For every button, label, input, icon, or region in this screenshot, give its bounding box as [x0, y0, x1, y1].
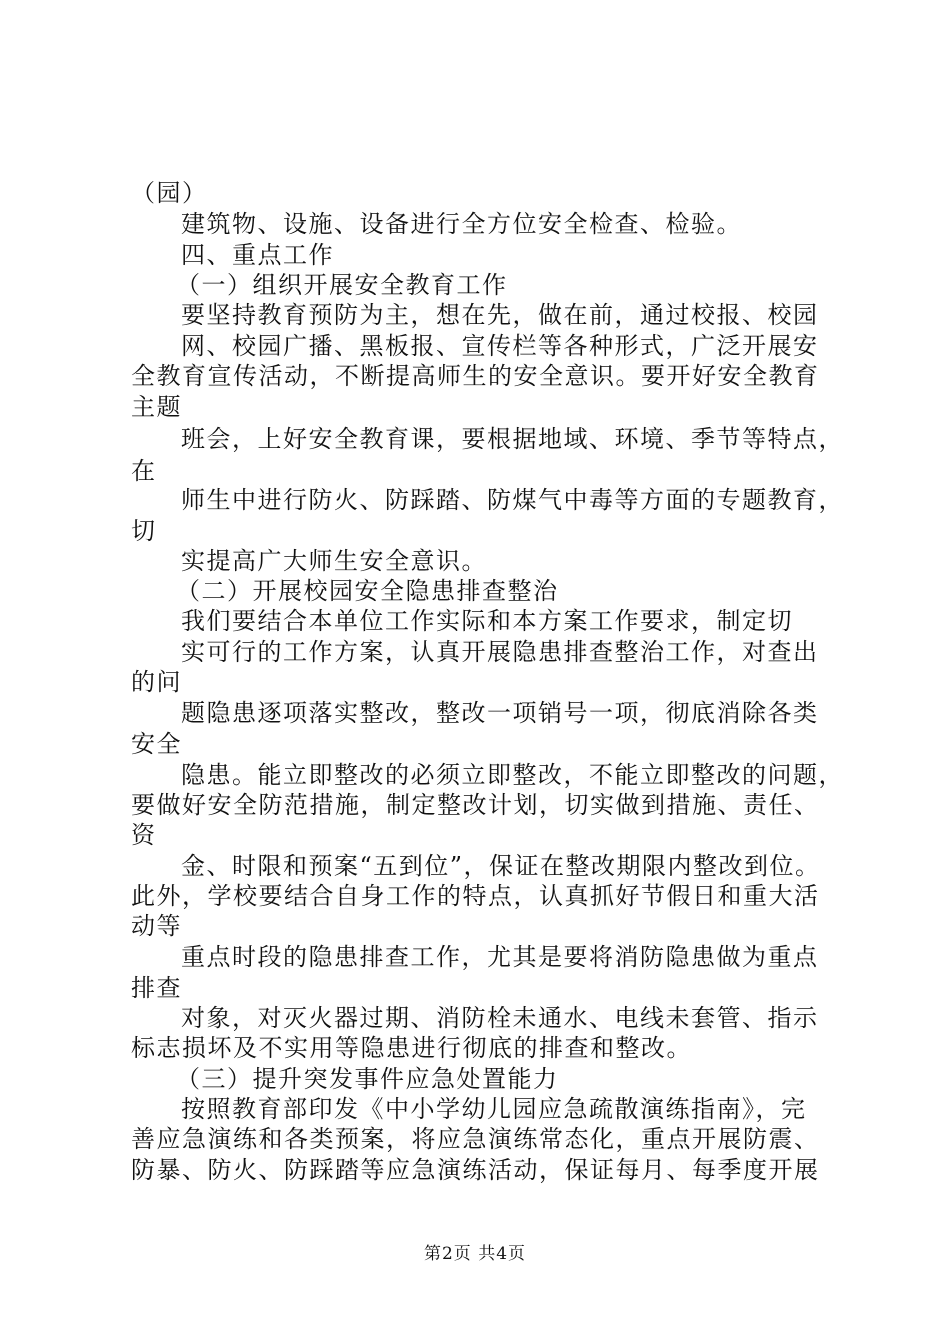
- text-line: 师生中进行防火、防踩踏、防煤气中毒等方面的专题教育，: [181, 486, 844, 514]
- text-line: 安全: [131, 730, 182, 758]
- subsection-heading: （一）组织开展安全教育工作: [176, 271, 508, 299]
- text-line: 在: [131, 457, 157, 485]
- text-line: 金、时限和预案“五到位”，保证在整改期限内整改到位。: [181, 852, 821, 880]
- text-line: 实可行的工作方案，认真开展隐患排查整治工作，对查出: [181, 638, 819, 666]
- text-line: 要做好安全防范措施，制定整改计划，切实做到措施、责任、: [131, 791, 820, 819]
- subsection-heading: （三）提升突发事件应急处置能力: [176, 1065, 559, 1093]
- text-line: 排查: [131, 974, 182, 1002]
- subsection-heading: （二）开展校园安全隐患排查整治: [176, 577, 559, 605]
- text-line: 重点时段的隐患排查工作，尤其是要将消防隐患做为重点: [181, 943, 819, 971]
- text-line: 动等: [131, 912, 182, 940]
- text-line: 我们要结合本单位工作实际和本方案工作要求，制定切: [181, 607, 793, 635]
- page-footer: [0, 1243, 950, 1265]
- text-line: 按照教育部印发《中小学幼儿园应急疏散演练指南》，完: [181, 1095, 807, 1123]
- text-line: 班会，上好安全教育课，要根据地域、环境、季节等特点，: [181, 425, 844, 453]
- text-line: 对象，对灭火器过期、消防栓未通水、电线未套管、指示: [181, 1004, 819, 1032]
- text-line: 要坚持教育预防为主，想在先，做在前，通过校报、校园: [181, 301, 819, 329]
- text-line: 建筑物、设施、设备进行全方位安全检查、检验。: [181, 210, 742, 238]
- text-line: 切: [131, 517, 157, 545]
- text-line: 防暴、防火、防踩踏等应急演练活动，保证每月、每季度开展: [131, 1156, 820, 1184]
- text-line: 实提高广大师生安全意识。: [181, 547, 487, 575]
- text-line: 标志损坏及不实用等隐患进行彻底的排查和整改。: [131, 1034, 692, 1062]
- page-number-label: 第2页 共4页: [423, 1244, 527, 1264]
- text-line: 题隐患逐项落实整改，整改一项销号一项，彻底消除各类: [181, 699, 819, 727]
- text-line: 网、校园广播、黑板报、宣传栏等各种形式，广泛开展安: [181, 332, 819, 360]
- text-line: 此外，学校要结合自身工作的特点，认真抓好节假日和重大活: [131, 882, 820, 910]
- text-line: 主题: [131, 393, 182, 421]
- text-line: 隐患。能立即整改的必须立即整改，不能立即整改的问题，: [181, 761, 844, 789]
- section-heading: 四、重点工作: [181, 241, 334, 269]
- text-line: （园）: [131, 179, 208, 207]
- text-line: 全教育宣传活动，不断提高师生的安全意识。要开好安全教育: [131, 362, 820, 390]
- text-line: 的问: [131, 668, 182, 696]
- text-line: 资: [131, 821, 157, 849]
- text-line: 善应急演练和各类预案，将应急演练常态化，重点开展防震、: [131, 1125, 820, 1153]
